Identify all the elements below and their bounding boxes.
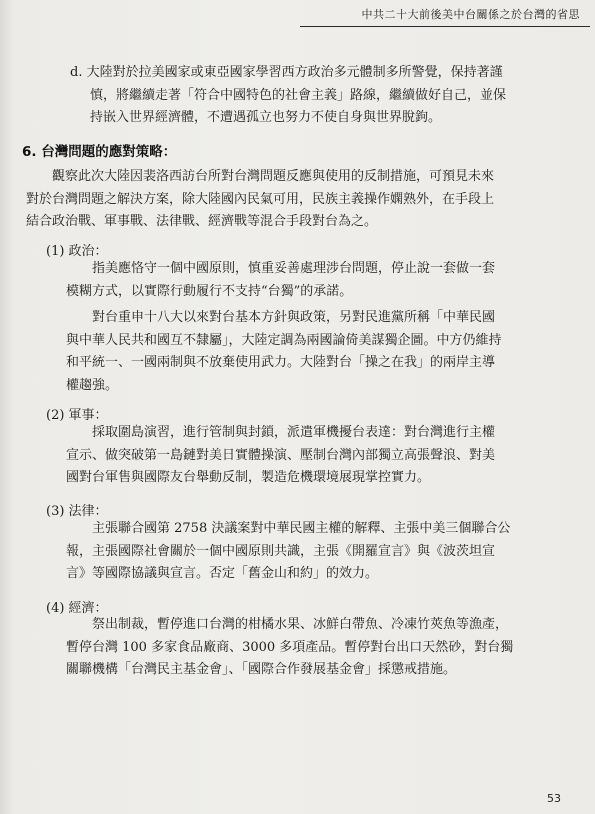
politics-line: 對台重申十八大以來對台基本方針與政策，另對民進黨所稱「中華民國 bbox=[92, 310, 496, 325]
politics-label: (1) 政治： bbox=[46, 244, 108, 259]
military-line: 採取圍島演習，進行管制與封鎖，派遣軍機擾台表達：對台灣進行主權 bbox=[92, 425, 496, 440]
intro-paragraph bbox=[26, 166, 494, 234]
military-paragraph bbox=[66, 422, 495, 490]
politics-line: 和平統一、一國兩制與不放棄使用武力。大陸對台「操之在我」的兩岸主導 bbox=[66, 355, 496, 370]
law-line: 報，主張國際社會關於一個中國原則共識，主張《開羅宣言》與《波茨坦宣 bbox=[66, 543, 496, 559]
economy-line: 暫停台灣 100 多家食品廠商、3000 多項產品。暫停對台出口天然砂，對台獨 bbox=[66, 639, 514, 655]
item-d-line: 慎，將繼續走著「符合中國特色的社會主義」路線，繼續做好自己，並保 bbox=[90, 87, 507, 103]
politics-paragraph-1 bbox=[66, 258, 495, 303]
section-heading: 6. 台灣問題的應對策略： bbox=[22, 144, 177, 160]
item-d-line: d. 大陸對於拉美國家或東亞國家學習西方政治多元體制多所警覺，保持著謹 bbox=[70, 65, 503, 80]
item-d bbox=[70, 62, 506, 130]
economy-line: 關聯機構「台灣民主基金會」、「國際合作發展基金會」採懲戒措施。 bbox=[66, 662, 457, 677]
politics-paragraph-2 bbox=[66, 307, 502, 397]
intro-line: 結合政治戰、軍事戰、法律戰、經濟戰等混合手段對台為之。 bbox=[26, 214, 378, 229]
law-label: (3) 法律： bbox=[46, 504, 108, 519]
law-line: 言》等國際協議與宣言。否定「舊金山和約」的效力。 bbox=[66, 566, 379, 581]
politics-line: 指美應恪守一個中國原則，慎重妥善處理涉台問題，停止說一套做一套 bbox=[92, 261, 496, 276]
law-paragraph bbox=[66, 518, 510, 586]
economy-paragraph bbox=[66, 614, 513, 682]
politics-line: 權趨強。 bbox=[66, 377, 119, 393]
law-line: 主張聯合國第 2758 決議案對中華民國主權的解釋、主張中美三個聯合公 bbox=[92, 521, 511, 536]
military-label: (2) 軍事： bbox=[46, 408, 108, 423]
page-number: 53 bbox=[547, 792, 561, 805]
item-d-line: 持嵌入世界經濟體，不遭遇孤立也努力不使自身與世界脫鉤。 bbox=[90, 110, 442, 125]
politics-line: 與中華人民共和國互不隸屬」，大陸定調為兩國論倚美謀獨企圖。中方仍維持 bbox=[66, 332, 502, 348]
economy-line: 祭出制裁，暫停進口台灣的柑橘水果、冰鮮白帶魚、冷凍竹莢魚等漁產， bbox=[92, 617, 509, 632]
intro-line: 觀察此次大陸因裴洛西訪台所對台灣問題反應與使用的反制措施，可預見未來 bbox=[52, 169, 495, 184]
economy-label: (4) 經濟： bbox=[46, 601, 108, 616]
politics-line: 模糊方式，以實際行動履行不支持“台獨”的承諾。 bbox=[66, 283, 353, 299]
intro-line: 對於台灣問題之解決方案，除大陸國內民氣可用，民族主義操作嫻熟外，在手段上 bbox=[26, 191, 495, 207]
military-line: 宣示、做突破第一島鏈對美日實體操演、壓制台灣內部獨立高張聲浪、對美 bbox=[66, 447, 496, 463]
running-header bbox=[300, 4, 590, 27]
header-title: 中共二十大前後美中台關係之於台灣的省思 bbox=[361, 8, 580, 21]
military-line: 國對台軍售與國際友台舉動反制，製造危機環境展現掌控實力。 bbox=[66, 470, 431, 485]
